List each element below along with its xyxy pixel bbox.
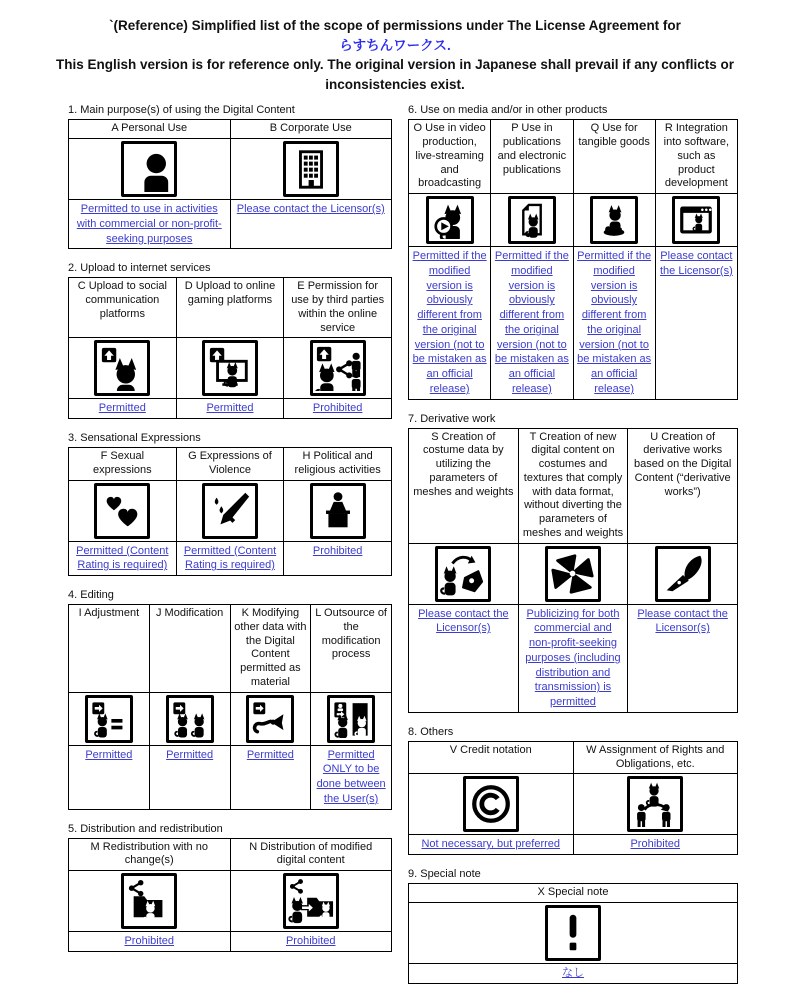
hearts-icon bbox=[94, 483, 150, 539]
status-link[interactable]: Permitted if the modified version is obviously different from the original version (not to be mistaken as an official release) bbox=[412, 250, 487, 395]
upload-gaming-icon bbox=[202, 340, 258, 396]
status-link[interactable]: Please contact the Licensor(s) bbox=[418, 607, 509, 635]
knife-icon bbox=[202, 483, 258, 539]
permission-table bbox=[408, 428, 738, 713]
section-caption: 2. Upload to internet services bbox=[68, 262, 211, 275]
status-cell bbox=[69, 200, 231, 249]
right-column bbox=[408, 104, 738, 996]
permission-table bbox=[408, 741, 738, 855]
icon-cell bbox=[149, 692, 230, 745]
column-header: S Creation of costume data by utilizing the parameters of meshes and weights bbox=[409, 428, 519, 543]
column-header: O Use in video production, live-streaming and broadcasting bbox=[409, 120, 491, 194]
status-cell bbox=[176, 399, 284, 419]
column-header: V Credit notation bbox=[409, 741, 574, 774]
content-columns bbox=[68, 104, 790, 996]
left-column bbox=[68, 104, 392, 965]
column-header: L Outsource of the modification process bbox=[311, 605, 392, 693]
status-cell bbox=[176, 541, 284, 576]
status-cell bbox=[230, 932, 392, 952]
section-6 bbox=[408, 104, 738, 399]
title-brand-name: らすちんワークス. bbox=[339, 37, 451, 53]
upload-social-icon bbox=[94, 340, 150, 396]
status-cell bbox=[573, 247, 655, 400]
status-link[interactable]: Permitted bbox=[98, 402, 146, 415]
status-cell bbox=[491, 247, 573, 400]
adjustment-icon bbox=[85, 695, 133, 743]
icon-cell bbox=[230, 139, 392, 200]
person-icon bbox=[121, 141, 177, 197]
column-header: D Upload to online gaming platforms bbox=[176, 278, 284, 338]
permission-table bbox=[68, 277, 392, 419]
status-link[interactable]: Please contact the Licensor(s) bbox=[637, 607, 728, 635]
section-caption: 4. Editing bbox=[68, 589, 114, 601]
column-header: R Integration into software, such as product development bbox=[655, 120, 737, 194]
icon-cell bbox=[69, 480, 177, 541]
podium-speech-icon bbox=[310, 483, 366, 539]
icon-cell bbox=[69, 139, 231, 200]
section-3 bbox=[68, 432, 392, 576]
column-header: C Upload to social communication platforms bbox=[69, 278, 177, 338]
column-header: X Special note bbox=[409, 884, 738, 903]
status-link[interactable]: Prohibited bbox=[312, 402, 363, 415]
building-icon bbox=[283, 141, 339, 197]
icon-cell bbox=[284, 338, 392, 399]
section-caption: 9. Special note bbox=[408, 868, 481, 880]
document-title bbox=[45, 16, 745, 94]
status-cell bbox=[311, 745, 392, 809]
icon-cell bbox=[573, 194, 655, 247]
icon-cell bbox=[409, 902, 738, 963]
status-link[interactable]: Prohibited bbox=[285, 935, 336, 947]
status-cell bbox=[409, 963, 738, 983]
section-caption: 3. Sensational Expressions bbox=[68, 432, 201, 444]
tangible-goods-icon bbox=[590, 196, 638, 244]
material-edit-icon bbox=[246, 695, 294, 743]
permission-table bbox=[68, 447, 392, 576]
column-header: E Permission for use by third parties within the online service bbox=[284, 278, 392, 338]
video-production-icon bbox=[426, 196, 474, 244]
status-link[interactable]: なし bbox=[562, 966, 584, 979]
status-link[interactable]: Prohibited bbox=[124, 935, 175, 947]
publication-icon bbox=[508, 196, 556, 244]
column-header: I Adjustment bbox=[69, 605, 150, 693]
status-link[interactable]: Prohibited bbox=[630, 838, 681, 851]
section-caption: 1. Main purpose(s) of using the Digital Content bbox=[68, 104, 295, 117]
copyright-icon bbox=[463, 776, 519, 832]
column-header: W Assignment of Rights and Obligations, etc. bbox=[573, 741, 738, 774]
status-link[interactable]: Not necessary, but preferred bbox=[421, 838, 561, 851]
status-cell bbox=[284, 541, 392, 576]
status-cell bbox=[230, 745, 311, 809]
status-link[interactable]: Please contact the Licensor(s) bbox=[236, 203, 385, 215]
status-link[interactable]: Permitted if the modified version is obviously different from the original version (not to be mistaken as an official release) bbox=[577, 250, 652, 395]
column-header: N Distribution of modified digital content bbox=[230, 838, 392, 871]
permission-table bbox=[68, 838, 392, 952]
status-link[interactable]: Permitted if the modified version is obviously different from the original version (not to be mistaken as an official release) bbox=[494, 250, 569, 395]
icon-cell bbox=[573, 774, 738, 835]
icon-cell bbox=[409, 194, 491, 247]
outsource-icon bbox=[327, 695, 375, 743]
icon-cell bbox=[491, 194, 573, 247]
icon-cell bbox=[69, 692, 150, 745]
status-link[interactable]: Permitted bbox=[246, 748, 294, 761]
status-link[interactable]: Permitted bbox=[166, 748, 214, 761]
costume-data-icon bbox=[435, 546, 491, 602]
column-header: J Modification bbox=[149, 605, 230, 693]
exclamation-icon bbox=[545, 905, 601, 961]
column-header: U Creation of derivative works based on the Digital Content (“derivative works”) bbox=[628, 428, 738, 543]
icon-cell bbox=[655, 194, 737, 247]
column-header: H Political and religious activities bbox=[284, 448, 392, 481]
status-cell bbox=[655, 247, 737, 400]
status-link[interactable]: Permitted ONLY to be done between the User(s) bbox=[316, 748, 386, 805]
section-1 bbox=[68, 104, 392, 249]
icon-cell bbox=[628, 543, 738, 604]
status-cell bbox=[69, 745, 150, 809]
status-cell bbox=[230, 200, 392, 249]
section-caption: 5. Distribution and redistribution bbox=[68, 822, 223, 835]
icon-cell bbox=[284, 480, 392, 541]
status-cell bbox=[284, 399, 392, 419]
status-cell bbox=[409, 604, 519, 712]
permission-table bbox=[408, 883, 738, 984]
column-header: T Creation of new digital content on costumes and textures that comply with data format, without diverting the parameters of meshes and weights bbox=[518, 428, 628, 543]
column-header: M Redistribution with no change(s) bbox=[69, 838, 231, 871]
status-cell bbox=[409, 247, 491, 400]
icon-cell bbox=[311, 692, 392, 745]
title-line-1: `(Reference) Simplified list of the scope of permissions under The License Agreement for bbox=[109, 18, 681, 33]
section-9 bbox=[408, 868, 738, 984]
status-link[interactable]: Permitted to use in activities with commercial or non-profit-seeking purposes bbox=[76, 203, 222, 245]
status-link[interactable]: Permitted (Content Rating is required) bbox=[183, 544, 277, 572]
status-cell bbox=[628, 604, 738, 712]
status-cell bbox=[518, 604, 628, 712]
pen-nib-icon bbox=[655, 546, 711, 602]
status-link[interactable]: Permitted (Content Rating is required) bbox=[76, 544, 169, 572]
column-header: K Modifying other data with the Digital Content permitted as material bbox=[230, 605, 311, 693]
column-header: P Use in publications and electronic publications bbox=[491, 120, 573, 194]
icon-cell bbox=[176, 480, 284, 541]
icon-cell bbox=[230, 692, 311, 745]
column-header: A Personal Use bbox=[69, 120, 231, 139]
column-header: Q Use for tangible goods bbox=[573, 120, 655, 194]
third-party-share-icon bbox=[310, 340, 366, 396]
status-cell bbox=[149, 745, 230, 809]
status-link[interactable]: Please contact the Licensor(s) bbox=[659, 250, 733, 277]
rights-assignment-icon bbox=[627, 776, 683, 832]
icon-cell bbox=[409, 543, 519, 604]
permission-table bbox=[68, 604, 392, 810]
status-cell bbox=[573, 835, 738, 855]
software-window-icon bbox=[672, 196, 720, 244]
section-4 bbox=[68, 589, 392, 810]
section-2 bbox=[68, 262, 392, 419]
status-link[interactable]: Permitted bbox=[206, 402, 254, 415]
modification-icon bbox=[166, 695, 214, 743]
status-cell bbox=[409, 835, 574, 855]
column-header: G Expressions of Violence bbox=[176, 448, 284, 481]
status-link[interactable]: Prohibited bbox=[312, 544, 363, 557]
status-link[interactable]: Publicizing for both commercial and non-profit-seeking purposes (including distribution and transmission) is permitted bbox=[525, 607, 621, 708]
status-cell bbox=[69, 541, 177, 576]
icon-cell bbox=[69, 338, 177, 399]
status-cell bbox=[69, 932, 231, 952]
permission-table bbox=[408, 119, 738, 399]
permission-table bbox=[68, 119, 392, 249]
icon-cell bbox=[409, 774, 574, 835]
costume-texture-icon bbox=[545, 546, 601, 602]
title-line-2: This English version is for reference only. The original version in Japanese shall prevail if any conflicts or inconsistencies exist. bbox=[56, 57, 734, 92]
status-link[interactable]: Permitted bbox=[85, 748, 133, 761]
section-caption: 8. Others bbox=[408, 725, 454, 738]
section-8 bbox=[408, 726, 738, 855]
section-7 bbox=[408, 413, 738, 713]
section-caption: 7. Derivative work bbox=[408, 412, 496, 425]
status-cell bbox=[69, 399, 177, 419]
section-caption: 6. Use on media and/or in other products bbox=[408, 104, 608, 117]
icon-cell bbox=[176, 338, 284, 399]
icon-cell bbox=[518, 543, 628, 604]
redistribution-icon bbox=[121, 873, 177, 929]
column-header: F Sexual expressions bbox=[69, 448, 177, 481]
modified-distribution-icon bbox=[283, 873, 339, 929]
section-5 bbox=[68, 823, 392, 952]
column-header: B Corporate Use bbox=[230, 120, 392, 139]
